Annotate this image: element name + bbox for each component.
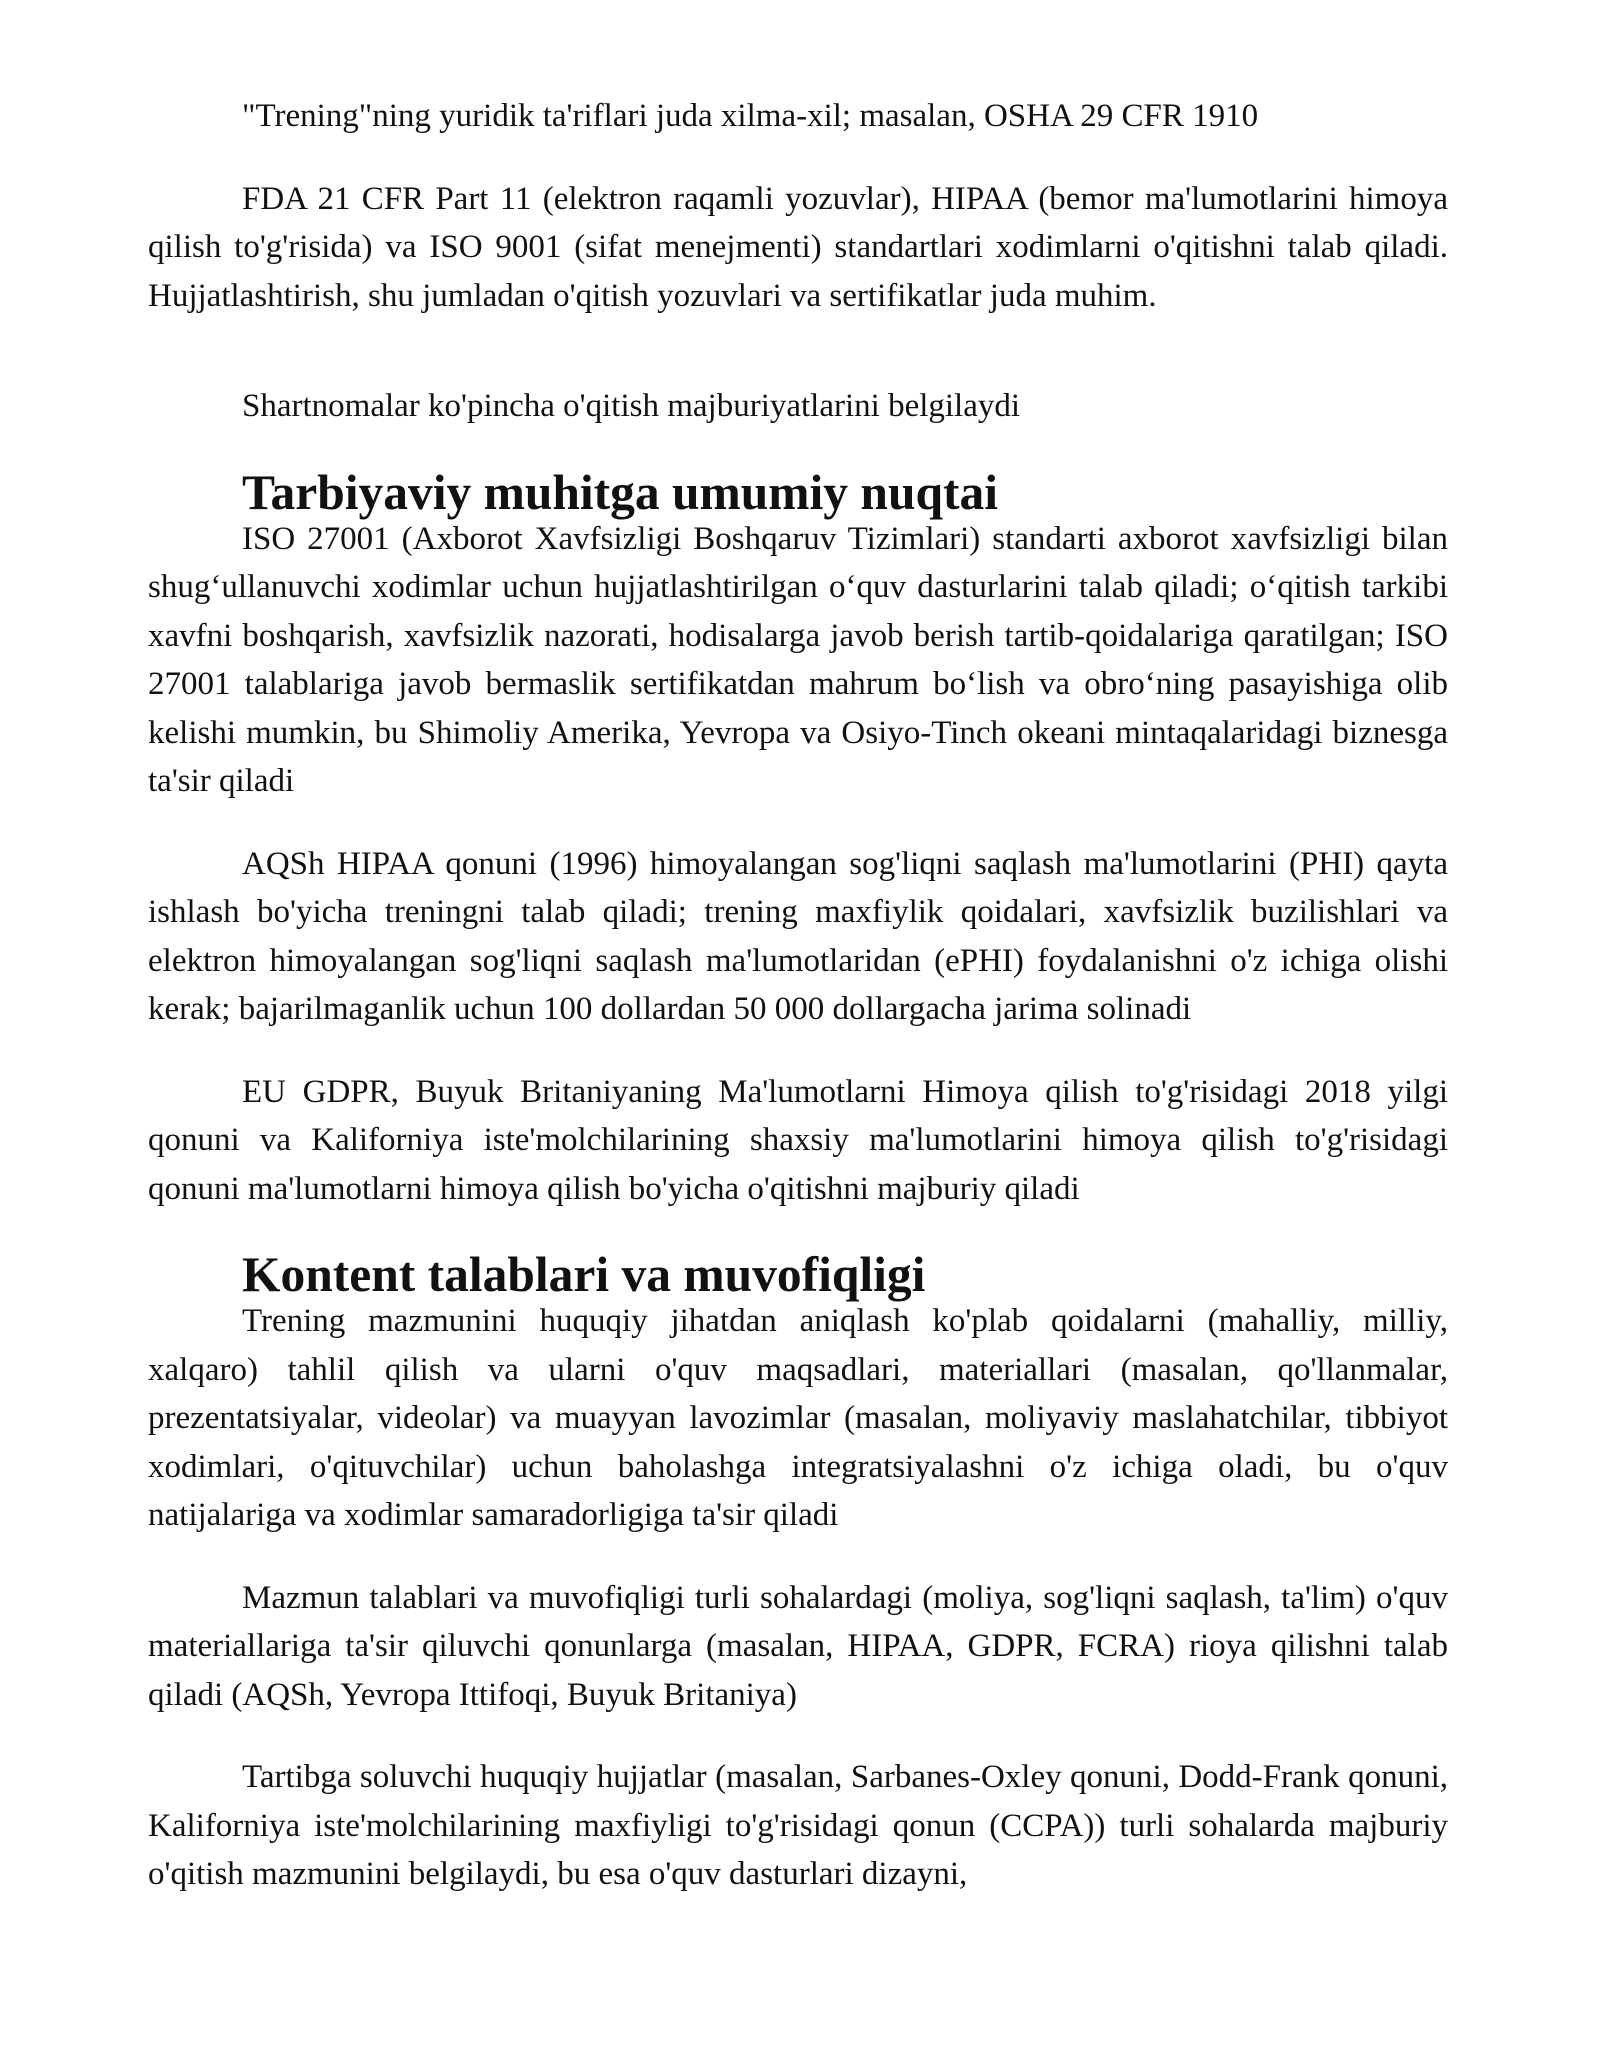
document-body	[148, 92, 1448, 1899]
paragraph-gdpr: EU GDPR, Buyuk Britaniyaning Ma'lumotlarni Himoya qilish to'g'risidagi 2018 yilgi qonuni va Kaliforniya iste'molchilarining shaxsiy ma'lumotlarini himoya qilish to'g'risidagi qonuni ma'lumotlarni himoya qilish bo'yicha o'qitishni majburiy qiladi	[148, 1073, 1448, 1207]
paragraph-content-compliance: Mazmun talablari va muvofiqligi turli sohalardagi (moliya, sog'liqni saqlash, ta'lim) o'quv materiallariga ta'sir qiluvchi qonunlarga (masalan, HIPAA, GDPR, FCRA) rioya qilishni talab qiladi (AQSh, Yevropa Ittifoqi, Buyuk Britaniya)	[148, 1579, 1448, 1713]
paragraph-training-definitions: "Trening"ning yuridik ta'riflari juda xilma-xil; masalan, OSHA 29 CFR 1910	[242, 98, 1259, 134]
paragraph-hipaa: AQSh HIPAA qonuni (1996) himoyalangan sog'liqni saqlash ma'lumotlarini (PHI) qayta ishlash bo'yicha treningni talab qiladi; trening maxfiylik qoidalari, xavfsizlik buzilishlari va elektron himoyalangan sog'liqni saqlash ma'lumotlaridan (ePHI) foydalanishni o'z ichiga olishi kerak; bajarilmaganlik uchun 100 dollardan 50 000 dollargacha jarima solinadi	[148, 845, 1448, 1027]
paragraph-training-content: Trening mazmunini huquqiy jihatdan aniqlash ko'plab qoidalarni (mahalliy, milliy, xalqaro) tahlil qilish va ularni o'quv maqsadlari, materiallari (masalan, qo'llanmalar, prezentatsiyalar, videolar) va muayyan lavozimlar (masalan, moliyaviy maslahatchilar, tibbiyot xodimlari, o'qituvchilar) uchun baholashga integratsiyalashni o'z ichiga oladi, bu o'quv natijalariga va xodimlar samaradorligiga ta'sir qiladi	[148, 1303, 1448, 1533]
paragraph-contracts: Shartnomalar ko'pincha o'qitish majburiyatlarini belgilaydi	[242, 388, 1021, 424]
paragraph-regulatory-documents: Tartibga soluvchi huquqiy hujjatlar (masalan, Sarbanes-Oxley qonuni, Dodd-Frank qonuni, Kaliforniya iste'molchilarining maxfiyligi to'g'risidagi qonun (CCPA)) turli sohalarda majburiy o'qitish mazmunini belgilaydi, bu esa o'quv dasturlari dizayni,	[148, 1759, 1448, 1892]
paragraph-standards-requirements: FDA 21 CFR Part 11 (elektron raqamli yozuvlar), HIPAA (bemor ma'lumotlarini himoya qilish to'g'risida) va ISO 9001 (sifat menejmenti) standartlari xodimlarni o'qitishni talab qiladi. Hujjatlashtirish, shu jumladan o'qitish yozuvlari va sertifikatlar juda muhim.	[148, 180, 1448, 314]
section-heading-content-requirements: Kontent talablari va muvofiqligi	[242, 1247, 926, 1302]
paragraph-iso-27001: ISO 27001 (Axborot Xavfsizligi Boshqaruv Tizimlari) standarti axborot xavfsizligi bilan shug‘ullanuvchi xodimlar uchun hujjatlashtirilgan o‘quv dasturlarini talab qiladi; o‘qitish tarkibi xavfni boshqarish, xavfsizlik nazorati, hodisalarga javob berish tartib-qoidalariga qaratilgan; ISO 27001 talablariga javob bermaslik sertifikatdan mahrum bo‘lish va obro‘ning pasayishiga olib kelishi mumkin, bu Shimoliy Amerika, Yevropa va Osiyo-Tinch okeani mintaqalaridagi biznesga ta'sir qiladi	[148, 520, 1448, 799]
section-heading-educational-environment: Tarbiyaviy muhitga umumiy nuqtai	[242, 464, 998, 520]
